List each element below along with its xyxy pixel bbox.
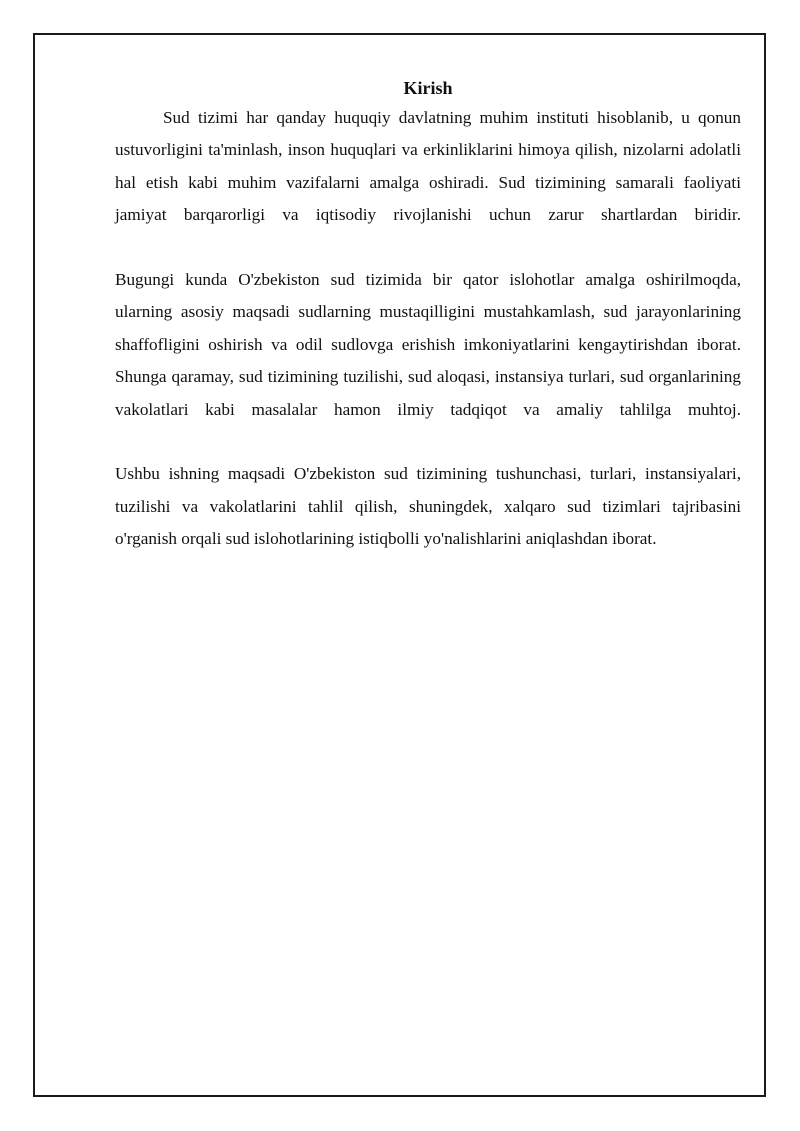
paragraph-intro: Sud tizimi har qanday huquqiy davlatning muhim instituti hisoblanib, u qonun ustuvorligini ta'minlash, inson huquqlari va erkinliklarini himoya qilish, nizolarni adolatli hal etish kabi muhim vazifalarni amalga oshiradi. Sud tizimining samarali faoliyati jamiyat barqarorligi va iqtisodiy rivojlanishi uchun zarur shartlardan biridir. — [115, 108, 741, 225]
document-title: Kirish — [403, 78, 453, 98]
document-body — [115, 74, 741, 556]
paragraph-gap — [115, 232, 741, 264]
paragraph-gap — [115, 426, 741, 458]
paragraph-goal: Ushbu ishning maqsadi O'zbekiston sud tizimining tushunchasi, turlari, instansiyalari, tuzilishi va vakolatlarini tahlil qilish, shuningdek, xalqaro sud tizimlari tajribasini o'rganish orqali sud islohotlarining istiqbolli yo'nalishlarini aniqlashdan iborat. — [115, 464, 741, 549]
paragraph-reforms: Bugungi kunda O'zbekiston sud tizimida bir qator islohotlar amalga oshirilmoqda, ularning asosiy maqsadi sudlarning mustaqilligini mustahkamlash, sud jarayonlarining shaffofligini oshirish va odil sudlovga erishish imkoniyatlarini kengaytirishdan iborat. Shunga qaramay, sud tizimining tuzilishi, sud aloqasi, instansiya turlari, sud organlarining vakolatlari kabi masalalar hamon ilmiy tadqiqot va amaliy tahlilga muhtoj. — [115, 270, 741, 419]
